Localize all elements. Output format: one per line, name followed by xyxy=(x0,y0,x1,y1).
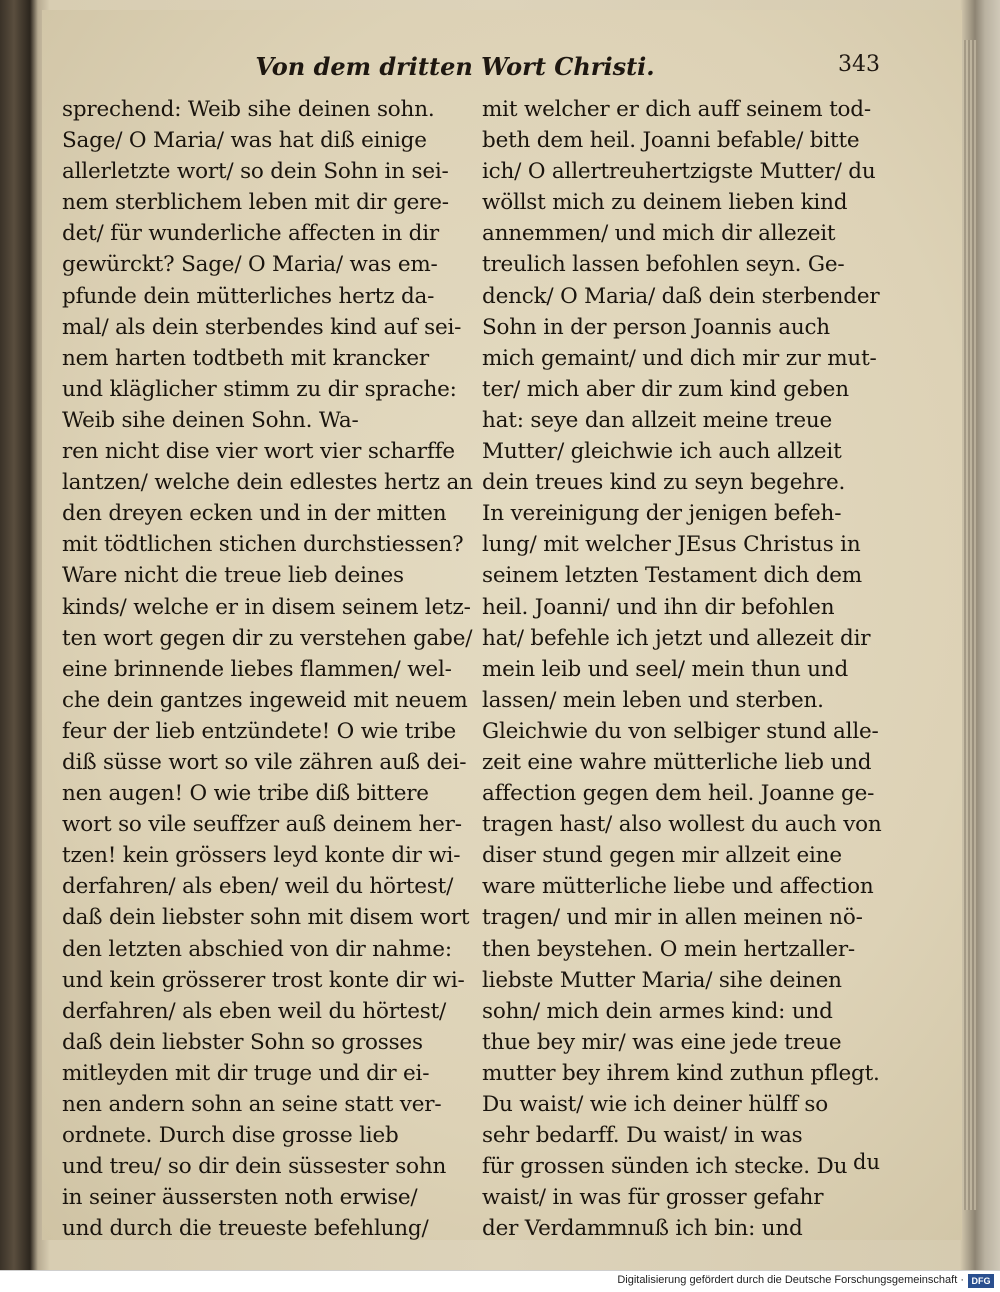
dfg-logo: DFG xyxy=(968,1274,994,1288)
text-line: seinem letzten Testament dich dem xyxy=(482,563,862,589)
text-line: Du waist/ wie ich deiner hülff so xyxy=(482,1092,828,1117)
text-line: waist/ in was für grosser gefahr xyxy=(482,1185,824,1211)
text-line: pfunde dein mütterliches hertz da- xyxy=(62,283,435,309)
text-line: ter/ mich aber dir zum kind geben xyxy=(482,376,849,402)
text-line: sohn/ mich dein armes kind: und xyxy=(482,998,833,1024)
text-line: mal/ als dein sterbendes kind auf sei- xyxy=(62,314,462,340)
text-line: mein leib und seel/ mein thun und xyxy=(482,656,849,682)
text-line: tragen/ und mir in allen meinen nö- xyxy=(482,905,863,931)
text-line: hat: seye dan allzeit meine treue xyxy=(482,407,833,433)
running-header: Von dem dritten Wort Christi. xyxy=(255,52,655,81)
text-line: thue bey mir/ was eine jede treue xyxy=(482,1029,842,1055)
funding-notice: Digitalisierung gefördert durch die Deutsche Forschungsgemeinschaft · xyxy=(617,1274,964,1286)
text-line: beth dem heil. Joanni befable/ bitte xyxy=(482,128,860,154)
text-line: sehr bedarff. Du waist/ in was xyxy=(482,1123,803,1149)
text-line: derfahren/ als eben/ weil du hörtest/ xyxy=(62,874,454,900)
text-line: nem harten todtbeth mit krancker xyxy=(62,345,429,371)
text-line: wöllst mich zu deinem lieben kind xyxy=(482,190,848,216)
text-line: derfahren/ als eben weil du hörtest/ xyxy=(62,998,447,1024)
text-line: ordnete. Durch dise grosse lieb xyxy=(62,1123,399,1149)
text-line: nem sterblichem leben mit dir gere- xyxy=(62,190,449,216)
text-line: affection gegen dem heil. Joanne ge- xyxy=(482,781,875,807)
text-line: ren nicht dise vier wort vier scharffe xyxy=(62,439,455,465)
text-line: sprechend: Weib sihe deinen sohn. xyxy=(62,97,435,122)
text-line: wort so vile seuffzer auß deinem her- xyxy=(62,812,462,838)
text-line: und kläglicher stimm zu dir sprache: xyxy=(62,376,457,402)
left-text-column xyxy=(62,94,473,1244)
text-line: Sage/ O Maria/ was hat diß einige xyxy=(62,128,427,154)
text-line: lassen/ mein leben und sterben. xyxy=(482,687,824,713)
text-line: tzen! kein grössers leyd konte dir wi- xyxy=(62,843,461,869)
text-line: eine brinnende liebes flammen/ wel- xyxy=(62,656,452,682)
text-line: in seiner äussersten noth erwise/ xyxy=(62,1185,418,1211)
text-line: und kein grösserer trost konte dir wi- xyxy=(62,967,465,993)
text-line: daß dein liebster Sohn so grosses xyxy=(62,1029,423,1055)
text-line: che dein gantzes ingeweid mit neuem xyxy=(62,687,468,713)
text-line: det/ für wunderliche affecten in dir xyxy=(62,221,439,247)
text-line: In vereinigung der jenigen befeh- xyxy=(482,501,842,527)
page-number: 343 xyxy=(838,52,880,77)
catchword: du xyxy=(853,1150,880,1174)
text-line: nen andern sohn an seine statt ver- xyxy=(62,1092,442,1117)
text-line: ich/ O allertreuhertzigste Mutter/ du xyxy=(482,159,876,185)
right-text-column xyxy=(482,94,882,1244)
text-line: und treu/ so dir dein süssester sohn xyxy=(62,1154,447,1180)
text-line: diser stund gegen mir allzeit eine xyxy=(482,843,842,869)
text-line: zeit eine wahre mütterliche lieb und xyxy=(482,749,872,775)
text-line: für grossen sünden ich stecke. Du xyxy=(482,1154,848,1180)
text-line: nen augen! O wie tribe diß bittere xyxy=(62,781,429,807)
text-line: dein treues kind zu seyn begehre. xyxy=(482,470,846,496)
text-line: liebste Mutter Maria/ sihe deinen xyxy=(482,967,842,993)
text-line: Ware nicht die treue lieb deines xyxy=(62,563,404,589)
text-line: der Verdammnuß ich bin: und xyxy=(482,1216,803,1242)
text-line: annemmen/ und mich dir allezeit xyxy=(482,221,836,247)
text-line: diß süsse wort so vile zähren auß dei- xyxy=(62,749,467,775)
text-line: Gleichwie du von selbiger stund alle- xyxy=(482,718,879,744)
text-line: den letzten abschied von dir nahme: xyxy=(62,936,452,962)
text-line: heil. Joanni/ und ihn dir befohlen xyxy=(482,594,835,620)
text-line: lantzen/ welche dein edlestes hertz an xyxy=(62,470,473,496)
text-line: mich gemaint/ und dich mir zur mut- xyxy=(482,345,877,371)
text-line: daß dein liebster sohn mit disem wort xyxy=(62,905,470,931)
text-line: den dreyen ecken und in der mitten xyxy=(62,501,447,527)
text-line: mit welcher er dich auff seinem tod- xyxy=(482,97,871,122)
text-line: feur der lieb entzündete! O wie tribe xyxy=(62,718,457,744)
text-line: allerletzte wort/ so dein Sohn in sei- xyxy=(62,159,449,185)
text-line: lung/ mit welcher JEsus Christus in xyxy=(482,532,861,558)
text-line: kinds/ welche er in disem seinem letz- xyxy=(62,594,471,620)
text-line: mutter bey ihrem kind zuthun pflegt. xyxy=(482,1060,880,1086)
text-line: then beystehen. O mein hertzaller- xyxy=(482,936,855,962)
text-line: treulich lassen befohlen seyn. Ge- xyxy=(482,252,845,278)
text-line: Weib sihe deinen Sohn. Wa- xyxy=(62,407,359,433)
footer-bar xyxy=(0,1270,1000,1292)
text-line: Sohn in der person Joannis auch xyxy=(482,314,830,340)
text-line: mit tödtlichen stichen durchstiessen? xyxy=(62,532,464,558)
text-line: denck/ O Maria/ daß dein sterbender xyxy=(482,283,880,309)
page-edge xyxy=(960,40,978,1210)
text-line: gewürckt? Sage/ O Maria/ was em- xyxy=(62,252,438,278)
text-line: hat/ befehle ich jetzt und allezeit dir xyxy=(482,625,871,651)
text-line: Mutter/ gleichwie ich auch allzeit xyxy=(482,439,842,465)
text-line: ten wort gegen dir zu verstehen gabe/ xyxy=(62,625,473,651)
text-line: mitleyden mit dir truge und dir ei- xyxy=(62,1060,430,1086)
text-line: tragen hast/ also wollest du auch von xyxy=(482,812,882,838)
text-line: und durch die treueste befehlung/ xyxy=(62,1216,429,1242)
text-line: ware mütterliche liebe und affection xyxy=(482,874,874,900)
